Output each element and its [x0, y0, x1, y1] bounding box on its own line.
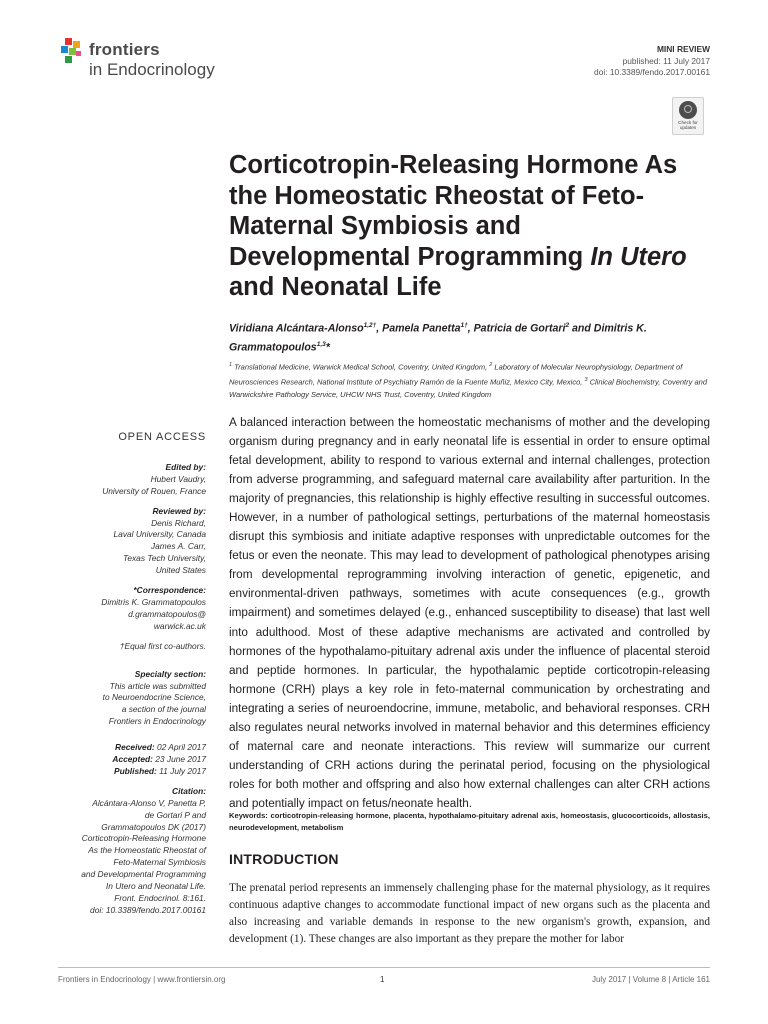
- affiliations: [229, 359, 709, 401]
- title-italic: In Utero: [590, 242, 687, 271]
- check-for-updates-badge[interactable]: [672, 97, 704, 135]
- author-3[interactable]: , Patricia de Gortari: [467, 322, 566, 335]
- reviewer-1-name: Denis Richard,: [151, 517, 206, 528]
- author-list: [229, 318, 699, 355]
- author-1[interactable]: Viridiana Alcántara-Alonso: [229, 322, 364, 335]
- published-date: published: 11 July 2017: [622, 55, 710, 66]
- reviewed-by-label: Reviewed by:: [152, 505, 206, 516]
- citation-line-9: Front. Endocrinol. 8:161.: [114, 893, 206, 903]
- citation-line-2: de Gortari P and: [144, 809, 206, 820]
- specialty-section-label: Specialty section:: [134, 668, 206, 679]
- open-access-label: OPEN ACCESS: [118, 431, 206, 443]
- reviewer-1-affiliation: Laval University, Canada: [113, 529, 206, 540]
- citation-line-5: As the Homeostatic Rheostat of: [88, 845, 206, 856]
- affil-1: Translational Medicine, Warwick Medical School, Coventry, United Kingdom,: [232, 362, 490, 372]
- correspondence-email-1[interactable]: d.grammatopoulos@: [128, 608, 206, 619]
- doi: doi: 10.3389/fendo.2017.00161: [594, 67, 710, 77]
- title-end: and Neonatal Life: [229, 273, 442, 301]
- abstract: A balanced interaction between the homeostatic mechanisms of mother and the developing organism during pregnancy and in early neonatal life is essential in order to ensure optimal fetal development, ability to respond to various external and internal challenges, protection from adverse programming, and safeguard maternal care availability after parturition. In the majority of pregnancies, this relationship is highly effective resulting in successful outcomes. However, in a number of pathological settings, perturbations of the maternal homeostasis disrupt this symbiosis and initiate adaptive responses with unpredictable outcomes for the fetus or even the neonate. This may lead to development of pathological phenotypes arising from developmental reprogramming involving interaction of genetic, epigenetic, and environmental-driven pathways, sometimes with acute consequences (e.g., growth impairment) and sometimes delayed (e.g., enhanced susceptibility to disease) that last well into adulthood. Most of these adaptive mechanisms are activated and controlled by hormones of the hypothalamo-pituitary adrenal axis under the influence of placental steroid and peptide hormones. In particular, the hypothalamic peptide corticotropin-releasing hormone (CRH) plays a key role in feto-maternal communication by orchestrating and integrating a series of neuroendocrine, immune, metabolic, and behavioral responses. CRH also regulates neural networks involved in maternal behavior and this determines efficiency of maternal care and neonate interactions. This review will summarize our current understanding of CRH actions during the perinatal period, focusing on the physiological roles for both mother and offspring and also how external challenges can alter CRH actions and potentially impact on fetus/neonate health.: [229, 416, 710, 810]
- citation-label: Citation:: [172, 785, 206, 796]
- editor-name: Hubert Vaudry,: [150, 473, 206, 484]
- citation-line-7: and Developmental Programming: [81, 869, 206, 880]
- title-main: Corticotropin-Releasing Hormone As the Homeostatic Rheostat of Feto-Maternal Symbiosis and Developmental Programming: [229, 151, 678, 271]
- accepted-date: Accepted: 23 June 2017: [112, 754, 206, 765]
- citation-line-1: Alcántara-Alonso V, Panetta P,: [92, 797, 206, 808]
- citation-line-4: Corticotropin-Releasing Hormone: [81, 833, 206, 844]
- author-1-affil: 1,2†: [363, 322, 377, 329]
- reviewer-2-name: James A. Carr,: [150, 541, 206, 552]
- specialty-line-4: Frontiers in Endocrinology: [108, 716, 206, 727]
- equal-contribution-note: †Equal first co-authors.: [119, 640, 206, 651]
- edited-by-label: Edited by:: [165, 461, 206, 472]
- reviewer-2-affiliation-2: United States: [155, 565, 206, 576]
- specialty-line-3: a section of the journal: [121, 704, 206, 715]
- corresponding-mark: *: [325, 341, 330, 354]
- journal-brand-name: frontiers: [89, 40, 160, 59]
- footer-journal-link[interactable]: Frontiers in Endocrinology | www.frontiersin.org: [58, 975, 226, 984]
- citation-line-3: Grammatopoulos DK (2017): [101, 821, 206, 832]
- citation-line-6: Feto-Maternal Symbiosis: [113, 857, 206, 868]
- correspondence-label: *Correspondence:: [133, 585, 206, 596]
- affil-2: Laboratory of Molecular Neurophysiology, Department of Neurosciences Research, National Institute of Psychiatry Ramón de la Fuente Muñiz, Mexico City, Mexico,: [229, 362, 683, 387]
- affil-2-num: 2: [489, 362, 493, 368]
- published-date-sidebar: Published: 11 July 2017: [113, 765, 206, 776]
- check-updates-icon: [679, 101, 697, 119]
- page-number: 1: [380, 975, 385, 984]
- author-4-affil: 1,3: [316, 340, 326, 348]
- correspondence-email-2[interactable]: warwick.ac.uk: [153, 620, 206, 631]
- received-date: Received: 02 April 2017: [115, 742, 206, 753]
- footer-issue-info: July 2017 | Volume 8 | Article 161: [591, 975, 710, 984]
- citation-line-10[interactable]: doi: 10.3389/fendo.2017.00161: [90, 904, 206, 915]
- editor-affiliation: University of Rouen, France: [102, 485, 206, 496]
- keywords-list: corticotropin-releasing hormone, placenta, hypothalamo-pituitary adrenal axis, homeostasis, glucocorticoids, allostasis, neurodevelopment, metabolism: [229, 811, 710, 832]
- introduction-heading: INTRODUCTION: [229, 851, 339, 867]
- author-2[interactable]: , Pamela Panetta: [376, 322, 461, 335]
- specialty-line-1: This article was submitted: [109, 680, 206, 691]
- article-type: MINI REVIEW: [656, 44, 710, 54]
- introduction-text: The prenatal period represents an immensely challenging phase for the maternal physiology, as it requires continuous adaptive changes to accommodate functional impact of new organs such as the placenta and also increasing and variable demands in response to the new organism's growth, expansion, and development (1). These changes are also important as they prepare the mother for labor: [229, 882, 710, 946]
- keywords-label: Keywords:: [229, 811, 268, 820]
- journal-brand-subtitle: in Endocrinology: [89, 60, 215, 79]
- article-info-sidebar: [56, 432, 206, 917]
- correspondence-name: Dimitris K. Grammatopoulos: [101, 596, 206, 607]
- reviewer-2-affiliation-1: Texas Tech University,: [122, 553, 206, 564]
- author-3-affil: 2: [565, 322, 570, 329]
- check-updates-label: Check for updates: [678, 120, 698, 130]
- citation-line-8: In Utero and Neonatal Life.: [105, 881, 206, 892]
- affil-3-num: 3: [584, 376, 588, 383]
- specialty-line-2: to Neuroendocrine Science,: [102, 692, 206, 703]
- frontiers-logo-icon: [58, 36, 88, 66]
- article-title: [229, 150, 699, 303]
- author-2-affil: 1†: [460, 322, 468, 329]
- keywords: [229, 810, 710, 833]
- affil-3: Clinical Biochemistry, Coventry and Warwickshire Pathology Service, UHCW NHS Trust, Coventry, United Kingdom: [229, 377, 707, 399]
- footer-divider: [58, 967, 710, 968]
- affil-1-num: 1: [229, 362, 233, 368]
- article-meta: [594, 44, 710, 79]
- author-4[interactable]: and Dimitris K. Grammatopoulos: [229, 322, 647, 354]
